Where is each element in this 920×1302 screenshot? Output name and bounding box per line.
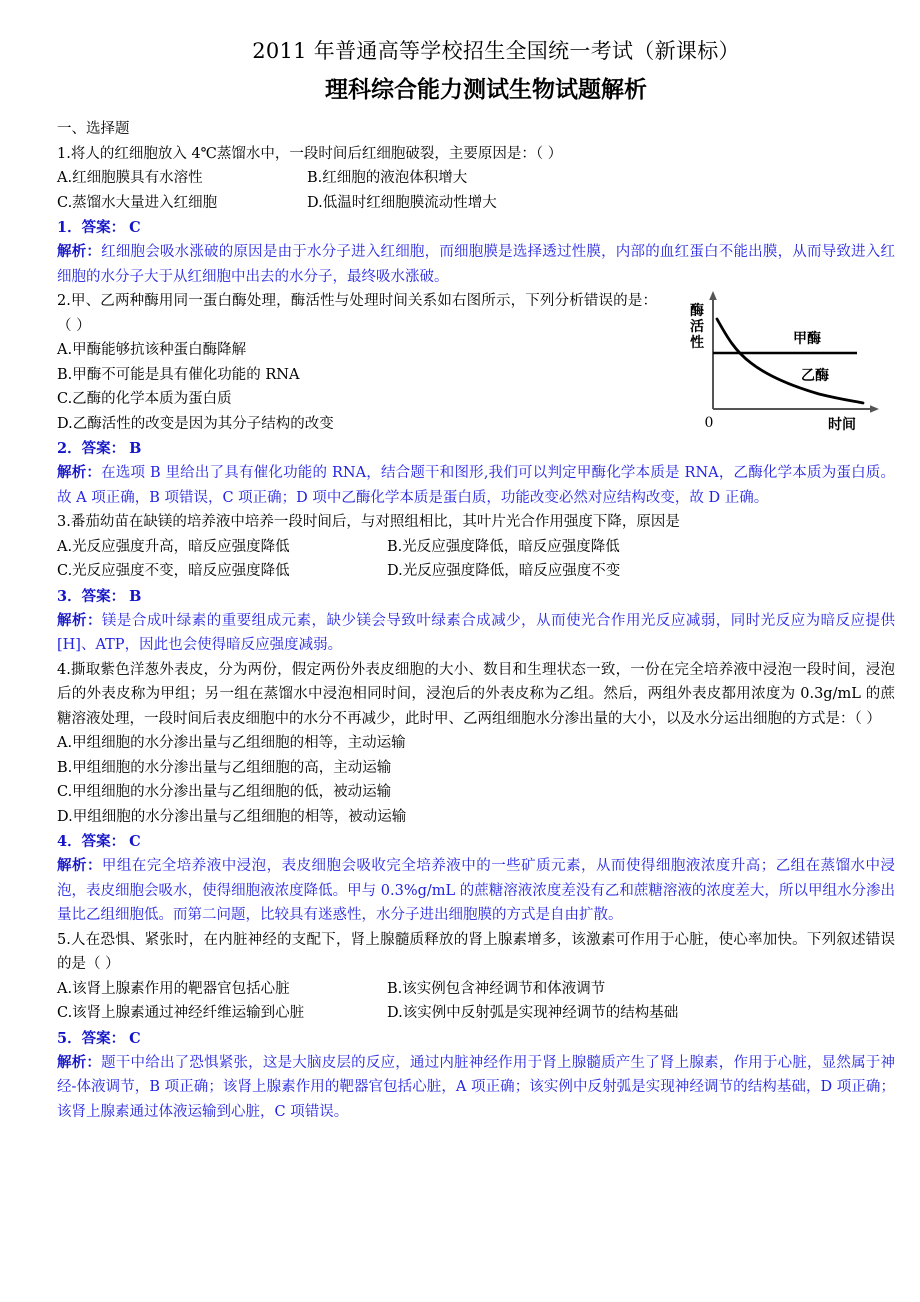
answer-value: B (129, 587, 142, 605)
document-content (57, 34, 895, 1124)
explanation-text: 红细胞会吸水涨破的原因是由于水分子进入红细胞，而细胞膜是选择透过性膜，内部的血红蛋白不能出膜，从而导致进入红细胞的水分子大于从红细胞中出去的水分子，最终吸水涨破。 (57, 244, 896, 285)
question-2-option-a: A.甲酶能够抗该种蛋白酶降解 (57, 342, 247, 358)
question-1-options-row2 (57, 191, 895, 216)
option-c: C.光反应强度不变，暗反应强度降低 (57, 563, 290, 579)
question-2-answer (57, 436, 895, 461)
document-title-line-1: 2011 年普通高等学校招生全国统一考试（新课标） (252, 39, 740, 63)
chart-x-axis-arrow (870, 405, 879, 413)
answer-label: 5．答案： (57, 1029, 126, 1047)
question-3-options-row2 (57, 559, 895, 584)
question-5-explanation (57, 1051, 895, 1125)
question-3-answer (57, 584, 895, 609)
answer-label: 3．答案： (57, 587, 126, 605)
question-1-options (57, 166, 895, 191)
chart-ylabel-char-2: 活 (690, 319, 704, 335)
explanation-label: 解析： (57, 464, 102, 481)
series-yimei-curve (717, 319, 863, 403)
question-2-option-b: B.甲酶不可能是具有催化功能的 RNA (57, 366, 300, 383)
question-4-stem: 4.撕取紫色洋葱外表皮，分为两份，假定两份外表皮细胞的大小、数目和生理状态一致，一份在完全培养液中浸泡一段时间，浸泡后的外表皮称为甲组；另一组在蒸馏水中浸泡相同时间，浸泡后的外表皮称为乙组。然后，两组外表皮都用浓度为 0.3g/mL 的蔗糖溶液处理，一段时间后表皮细胞中的水分不再减少，此时甲、乙两组细胞水分渗出量的大小，以及水分运出细胞的方式是：（ ） (57, 661, 895, 727)
chart-ylabel-char-1: 酶 (690, 303, 704, 319)
document-title-line-2: 理科综合能力测试生物试题解析 (325, 77, 647, 103)
question-2-option-d: D.乙酶活性的改变是因为其分子结构的改变 (57, 415, 334, 432)
option-d: D.该实例中反射弧是实现神经调节的结构基础 (387, 1005, 679, 1021)
question-1-answer (57, 215, 895, 240)
chart-y-axis-arrow (709, 291, 717, 300)
chart-series-label-jiamei: 甲酶 (793, 331, 821, 347)
question-4-option-d: D.甲组细胞的水分渗出量与乙组细胞的相等，被动运输 (57, 808, 407, 825)
question-3-options (57, 535, 895, 560)
question-3-stem: 3.番茄幼苗在缺镁的培养液中培养一段时间后，与对照组相比，其叶片光合作用强度下降，原因是 (57, 514, 680, 530)
enzyme-activity-chart (667, 291, 889, 431)
question-5-stem: 5.人在恐惧、紧张时，在内脏神经的支配下，肾上腺髓质释放的肾上腺素增多，该激素可作用于心脏，使心率加快。下列叙述错误的是（ ） (57, 931, 895, 972)
chart-origin-label: 0 (704, 415, 714, 431)
chart-ylabel-char-3: 性 (690, 335, 704, 351)
explanation-text: 题干中给出了恐惧紧张，这是大脑皮层的反应，通过内脏神经作用于肾上腺髓质产生了肾上腺素，作用于心脏，显然属于神经-体液调节，B 项正确；该肾上腺素作用的靶器官包括心脏，A 项正确；该实例中反射弧是实现神经调节的结构基础，D 项正确；该肾上腺素通过体液运输到心脏，C 项错误。 (57, 1054, 896, 1120)
question-2-option-c: C.乙酶的化学本质为蛋白质 (57, 391, 232, 407)
question-4-option-c: C.甲组细胞的水分渗出量与乙组细胞的低，被动运输 (57, 784, 392, 800)
answer-value: B (129, 440, 142, 457)
question-2-stem: 2.甲、乙两种酶用同一蛋白酶处理，酶活性与处理时间关系如右图所示，下列分析错误的是：（ ） (57, 293, 657, 334)
chart-xlabel: 时间 (828, 417, 856, 431)
question-1-stem: 1.将人的红细胞放入 4℃蒸馏水中，一段时间后红细胞破裂，主要原因是：（ ） (57, 145, 563, 162)
question-5-answer (57, 1026, 895, 1051)
answer-value: C (129, 219, 141, 236)
option-a: A.该肾上腺素作用的靶器官包括心脏 (57, 980, 290, 997)
question-1-explanation (57, 240, 895, 289)
question-4-option-b: B.甲组细胞的水分渗出量与乙组细胞的高，主动运输 (57, 759, 392, 776)
option-b: B.该实例包含神经调节和体液调节 (387, 980, 606, 997)
question-4-explanation (57, 854, 895, 928)
answer-value: C (129, 833, 141, 850)
chart-series-label-yimei: 乙酶 (801, 368, 829, 384)
option-d: D.光反应强度降低，暗反应强度不变 (387, 563, 621, 579)
answer-label: 1．答案： (57, 219, 126, 236)
explanation-label: 解析： (57, 857, 102, 874)
answer-label: 4．答案： (57, 833, 126, 850)
option-a: A.光反应强度升高，暗反应强度降低 (57, 538, 290, 555)
explanation-text: 在选项 B 里给出了具有催化功能的 RNA，结合题干和图形,我们可以判定甲酶化学本质是 RNA，乙酶化学本质为蛋白质。故 A 项正确，B 项错误，C 项正确；D 项中乙酶化学本质是蛋白质，功能改变必然对应结构改变，故 D 正确。 (57, 465, 896, 506)
question-4-answer (57, 829, 895, 854)
option-b: B.光反应强度降低，暗反应强度降低 (387, 538, 620, 555)
option-c: C.该肾上腺素通过神经纤维运输到心脏 (57, 1005, 305, 1021)
question-4-option-a: A.甲组细胞的水分渗出量与乙组细胞的相等，主动运输 (57, 735, 406, 751)
option-b: B.红细胞的液泡体积增大 (307, 170, 468, 186)
explanation-label: 解析： (57, 1053, 102, 1071)
answer-label: 2．答案： (57, 440, 126, 457)
question-2-block (57, 289, 895, 510)
question-2-explanation (57, 461, 895, 510)
option-d: D.低温时红细胞膜流动性增大 (307, 194, 497, 211)
explanation-label: 解析： (57, 243, 102, 260)
option-a: A.红细胞膜具有水溶性 (57, 170, 203, 186)
question-5-options (57, 977, 895, 1002)
explanation-text: 镁是合成叶绿素的重要组成元素，缺少镁会导致叶绿素合成减少，从而使光合作用光反应减弱，同时光反应为暗反应提供[H]、ATP，因此也会使得暗反应强度减弱。 (57, 612, 895, 653)
answer-value: C (129, 1029, 141, 1047)
explanation-label: 解析： (57, 611, 102, 629)
question-5-options-row2 (57, 1001, 895, 1026)
section-heading: 一、选择题 (57, 121, 130, 137)
explanation-text: 甲组在完全培养液中浸泡，表皮细胞会吸收完全培养液中的一些矿质元素，从而使得细胞液浓度升高；乙组在蒸馏水中浸泡，表皮细胞会吸水，使得细胞液浓度降低。甲与 0.3%g/mL 的蔗糖溶液浓度差没有乙和蔗糖溶液的浓度差大，所以甲组水分渗出量比乙组细胞低。而第二问题，比较具有迷惑性，水分子进出细胞膜的方式是自由扩散。 (57, 858, 895, 923)
option-c: C.蒸馏水大量进入红细胞 (57, 194, 218, 211)
question-3-explanation (57, 609, 895, 658)
enzyme-activity-svg (667, 291, 889, 431)
